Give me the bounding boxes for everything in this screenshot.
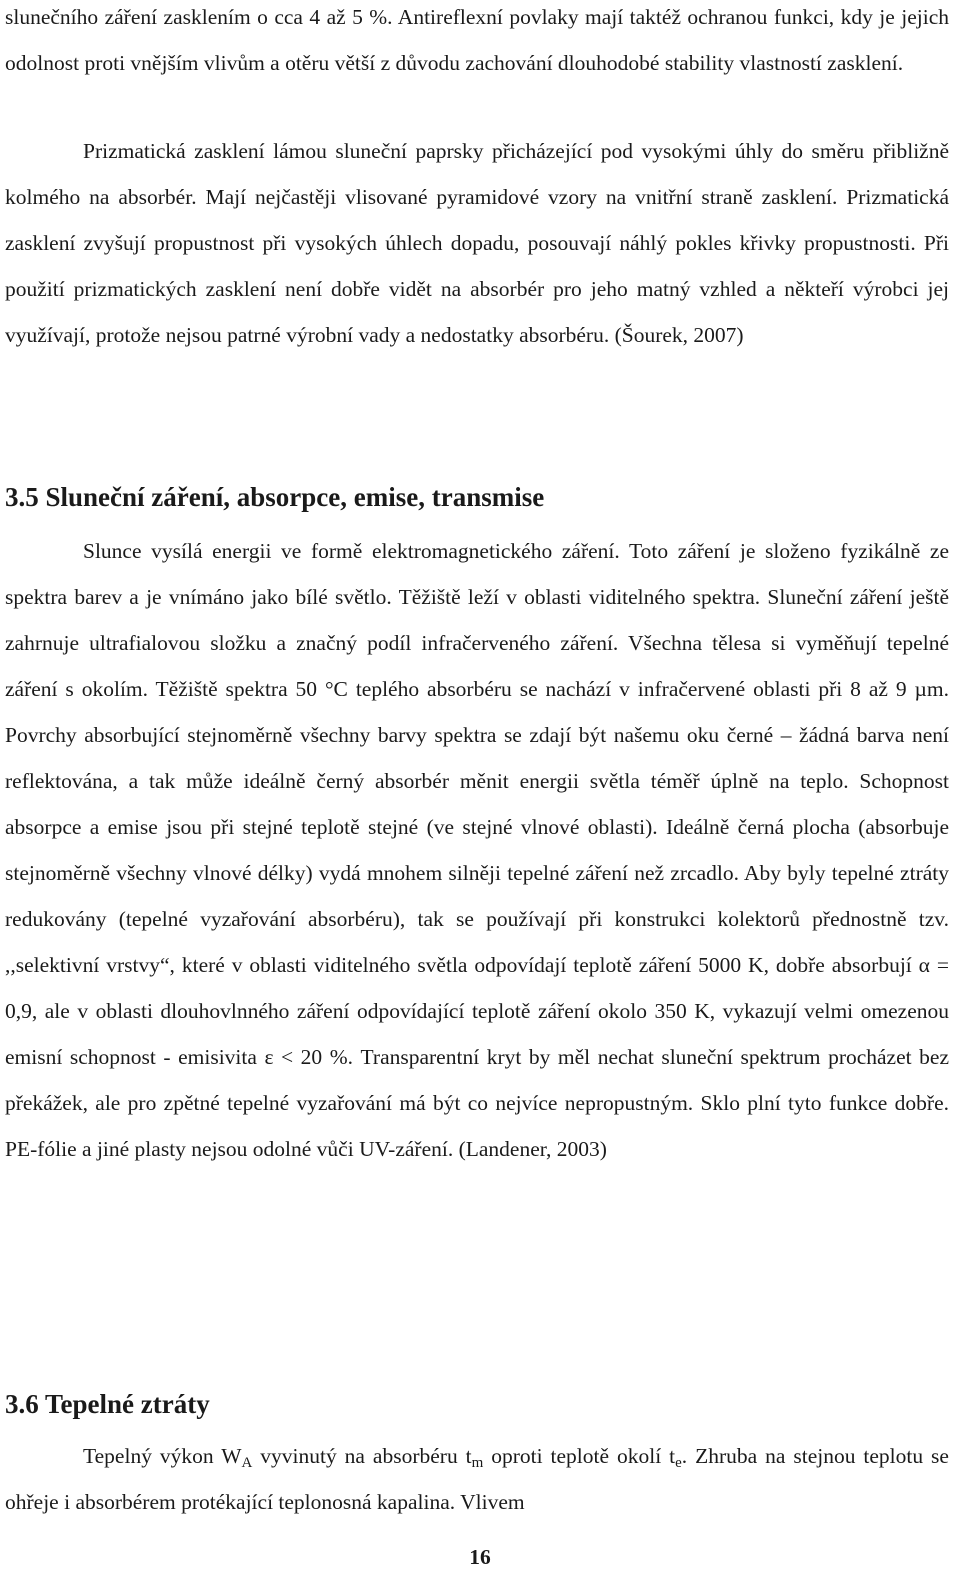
paragraph-heat-losses bbox=[5, 1433, 949, 1525]
paragraph-solar-radiation: Slunce vysílá energii ve formě elektromagnetického záření. Toto záření je složeno fyzikálně ze spektra barev a je vnímáno jako bílé světlo. Těžiště leží v oblasti viditelného spektra. Sluneční záření ještě zahrnuje ultrafialovou složku a značný podíl infračerveného záření. Všechna tělesa si vyměňují tepelné záření s okolím. Těžiště spektra 50 °C teplého absorbéru se nachází v infračervené oblasti při 8 až 9 µm. Povrchy absorbující stejnoměrně všechny barvy spektra se zdají být našemu oku černé – žádná barva není reflektována, a tak může ideálně černý absorbér měnit energii světla téměř úplně na teplo. Schopnost absorpce a emise jsou při stejné teplotě stejné (ve stejné vlnové oblasti). Ideálně černá plocha (absorbuje stejnoměrně všechny vlnové délky) vydá mnohem silněji tepelné záření než zrcadlo. Aby byly tepelné ztráty redukovány (tepelné vyzařování absorbéru), tak se používají při konstrukci kolektorů přednostně tzv. ,,selektivní vrstvy“, které v oblasti viditelného světla odpovídají teplotě záření 5000 K, dobře absorbují α = 0,9, ale v oblasti dlouhovlnného záření odpovídající teplotě záření okolo 350 K, vykazují velmi omezenou emisní schopnost - emisivita ε < 20 %. Transparentní kryt by měl nechat sluneční spektrum procházet bez překážek, ale pro zpětné tepelné vyzařování má být co nejvíce nepropustným. Sklo plní tyto funkce dobře. PE-fólie a jiné plasty nejsou odolné vůči UV-záření. (Landener, 2003) bbox=[5, 539, 949, 1161]
page-number: 16 bbox=[469, 1545, 491, 1569]
subscript-m: m bbox=[471, 1455, 484, 1471]
section-heading-3-6: 3.6 Tepelné ztráty bbox=[5, 1389, 210, 1419]
section-heading-3-5: 3.5 Sluneční záření, absorpce, emise, transmise bbox=[5, 482, 545, 512]
heat-losses-text-4: . Zhruba na stejnou teplotu se ohřeje i absorbérem protékající teplonosná kapalina. Vlivem bbox=[5, 1444, 949, 1514]
subscript-a: A bbox=[241, 1455, 253, 1471]
subscript-e: e bbox=[675, 1455, 682, 1471]
paragraph-antireflective-coatings: slunečního záření zasklením o cca 4 až 5 %. Antireflexní povlaky mají taktéž ochranou funkci, kdy je jejich odolnost proti vnějším vlivům a otěru větší z důvodu zachování dlouhodobé stability vlastností zasklení. bbox=[5, 5, 949, 75]
paragraph-prismatic-glazing: Prizmatická zasklení lámou sluneční paprsky přicházející pod vysokými úhly do směru přibližně kolmého na absorbér. Mají nejčastěji vlisované pyramidové vzory na vnitřní straně zasklení. Prizmatická zasklení zvyšují propustnost při vysokých úhlech dopadu, posouvají náhlý pokles křivky propustnosti. Při použití prizmatických zasklení není dobře vidět na absorbér pro jeho matný vzhled a někteří výrobci jej využívají, protože nejsou patrné výrobní vady a nedostatky absorbéru. (Šourek, 2007) bbox=[5, 139, 949, 347]
heat-losses-text-1: Tepelný výkon W bbox=[83, 1444, 242, 1468]
heat-losses-text-2: vyvinutý na absorbéru t bbox=[252, 1444, 472, 1468]
heat-losses-text-3: oproti teplotě okolí t bbox=[483, 1444, 676, 1468]
